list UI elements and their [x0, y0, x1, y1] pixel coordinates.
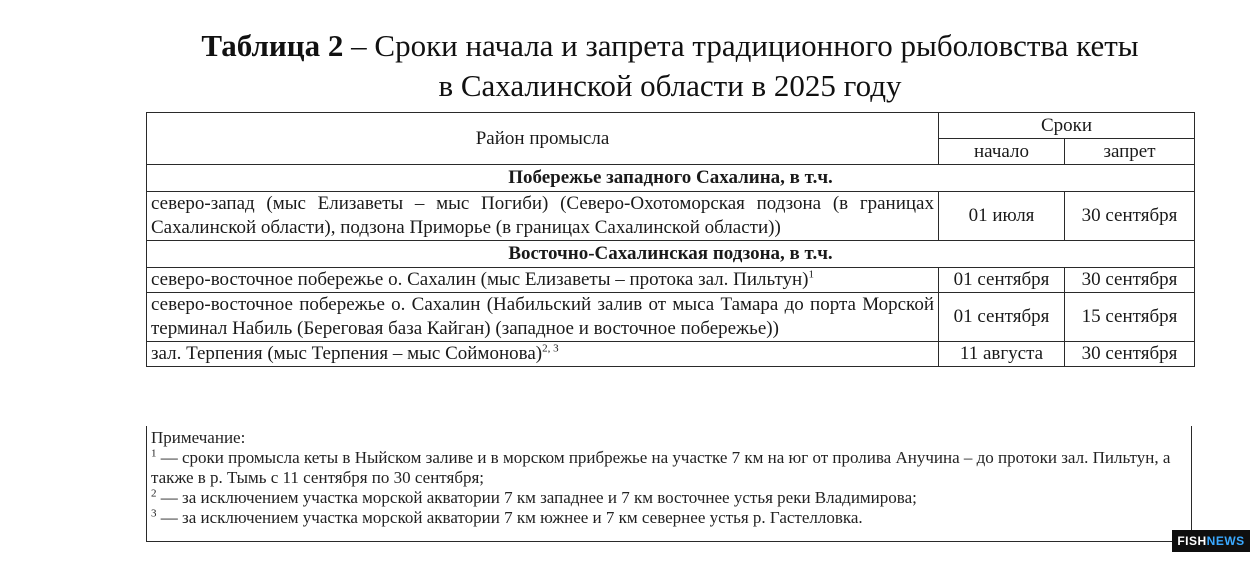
title-line1: – Сроки начала и запрета традиционного рыболовства кеты	[343, 28, 1139, 63]
ban-date-cell: 15 сентября	[1065, 293, 1195, 342]
table-row	[147, 192, 1195, 241]
ban-date-cell: 30 сентября	[1065, 268, 1195, 293]
note-item	[151, 488, 1187, 508]
table-row	[147, 342, 1195, 367]
note-item	[151, 508, 1187, 528]
note-text: — за исключением участка морской акватории 7 км западнее и 7 км восточнее устья реки Владимирова;	[156, 488, 917, 507]
header-start: начало	[939, 139, 1065, 165]
header-row	[147, 113, 1195, 139]
area-cell	[147, 192, 939, 241]
area-text: зал. Терпения (мыс Терпения – мыс Соймонова)	[151, 343, 543, 364]
area-text: северо-восточное побережье о. Сахалин (Набильский залив от мыса Тамара до порта Морской терминал Набиль (Береговая база Кайган) (западное и восточное побережье))	[151, 294, 934, 339]
table-row	[147, 268, 1195, 293]
section-title: Восточно-Сахалинская подзона, в т.ч.	[147, 241, 1195, 268]
start-date-cell: 01 сентября	[939, 293, 1065, 342]
footnote-mark: 2, 3	[542, 342, 559, 355]
start-date-cell: 01 сентября	[939, 268, 1065, 293]
footnote-mark: 1	[808, 268, 815, 281]
note-text: — сроки промысла кеты в Ныйском заливе и в морском прибрежье на участке 7 км на юг от пролива Анучина – до протоки зал. Пильтун, а также в р. Тымь с 11 сентября по 30 сентября;	[151, 448, 1171, 487]
table-title	[150, 26, 1190, 106]
area-text: северо-восточное побережье о. Сахалин (мыс Елизаветы – протока зал. Пильтун)	[151, 269, 809, 290]
header-ban: запрет	[1065, 139, 1195, 165]
ban-date-cell: 30 сентября	[1065, 192, 1195, 241]
logo-fish: FISH	[1177, 534, 1207, 548]
fishnews-logo	[1172, 530, 1250, 552]
area-cell	[147, 342, 939, 367]
header-terms: Сроки	[939, 113, 1195, 139]
note-text: — за исключением участка морской акватории 7 км южнее и 7 км севернее устья р. Гастелловка.	[156, 508, 863, 527]
fishing-terms-table	[146, 112, 1195, 367]
title-line2: в Сахалинской области в 2025 году	[438, 68, 902, 103]
notes-heading: Примечание:	[151, 428, 246, 447]
note-item	[151, 448, 1187, 488]
notes-block	[146, 426, 1192, 542]
note-mark: 2	[151, 487, 157, 500]
section-row	[147, 241, 1195, 268]
header-area: Район промысла	[147, 113, 939, 165]
table-row	[147, 293, 1195, 342]
area-cell	[147, 293, 939, 342]
section-row	[147, 165, 1195, 192]
area-cell	[147, 268, 939, 293]
note-mark: 3	[151, 507, 157, 520]
ban-date-cell: 30 сентября	[1065, 342, 1195, 367]
start-date-cell: 01 июля	[939, 192, 1065, 241]
area-text: северо-запад (мыс Елизаветы – мыс Погиби) (Северо-Охотоморская подзона (в границах Сахалинской области), подзона Приморье (в границах Сахалинской области))	[151, 193, 934, 238]
title-bold: Таблица 2	[201, 28, 344, 63]
note-mark: 1	[151, 447, 157, 460]
logo-news: NEWS	[1206, 534, 1245, 548]
start-date-cell: 11 августа	[939, 342, 1065, 367]
section-title: Побережье западного Сахалина, в т.ч.	[147, 165, 1195, 192]
